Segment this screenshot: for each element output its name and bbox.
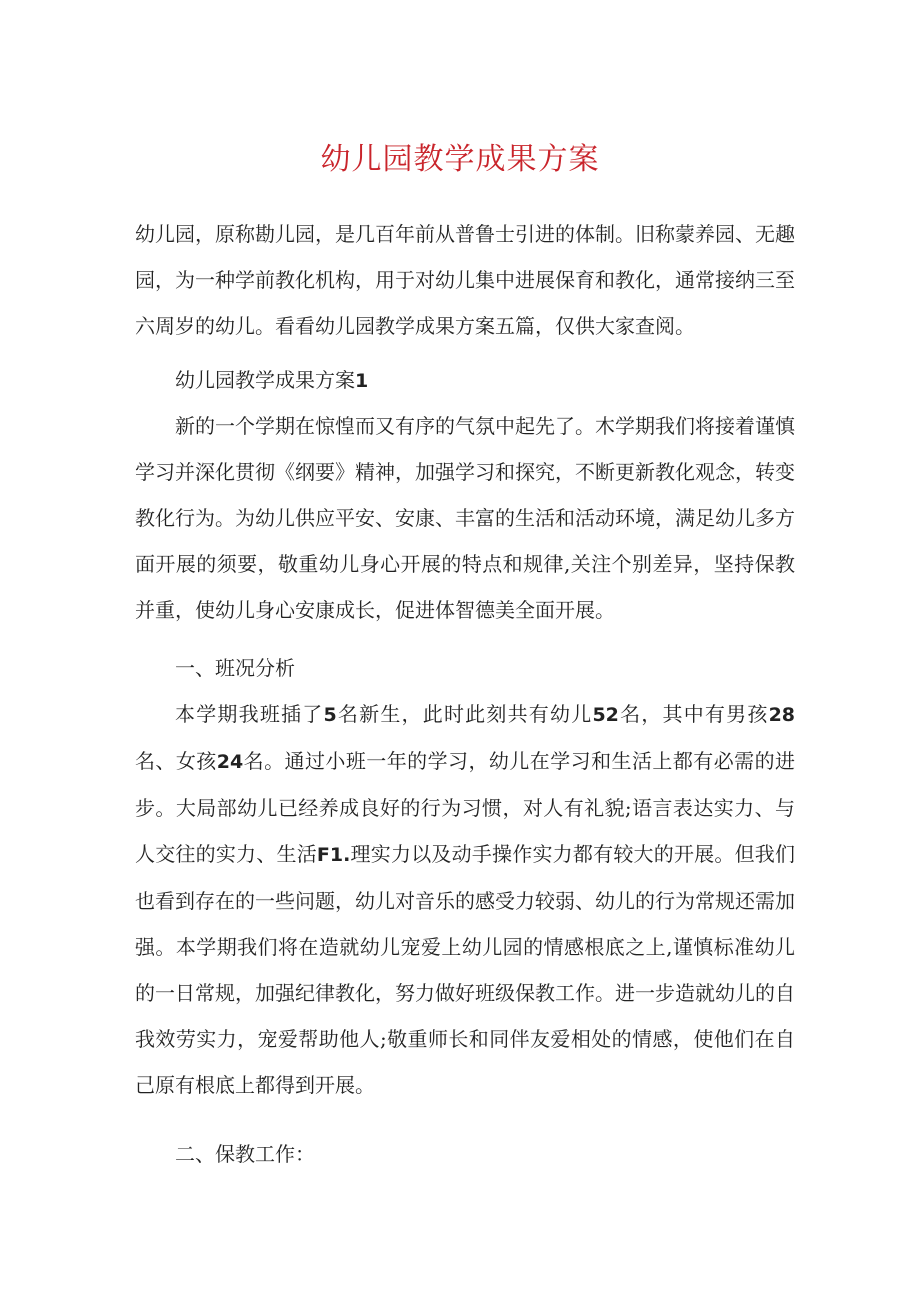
class-analysis-paragraph [135, 691, 795, 1108]
section-1-title-text: 幼儿园教学成果方案 [175, 368, 355, 392]
heading-class-analysis: 一、班况分析 [175, 656, 295, 680]
class-analysis-text-2: 名新生，此时此刻共有幼儿 [336, 702, 593, 726]
class-analysis-text-4: 名、女孩 [135, 749, 217, 773]
girls-count: 24 [216, 751, 244, 773]
inline-code-f1: F1. [316, 844, 351, 866]
section-1-paragraph: 新的一个学期在惊惶而又有序的气氛中起先了。木学期我们将接着谨慎学习并深化贯彻《纲要》精神，加强学习和探究，不断更新教化观念，转变教化行为。为幼儿供应平安、安康、丰富的生活和活动环境，满足幼儿多方面开展的须要，敬重幼儿身心开展的特点和规律,关注个别差异，坚持保教并重，使幼儿身心安康成长，促进体智德美全面开展。 [135, 414, 795, 622]
class-analysis-text-1: 本学期我班插了 [175, 702, 324, 726]
heading-care-education-work: 二、保教工作： [175, 1142, 315, 1166]
intro-paragraph: 幼儿园，原称勘儿园，是几百年前从普鲁士引进的体制。旧称蒙养园、无趣园，为一种学前教化机构，用于对幼儿集中进展保育和教化，通常接纳三至六周岁的幼儿。看看幼儿园教学成果方案五篇，仅供大家查阅。 [135, 222, 795, 338]
section-1-title [175, 357, 795, 404]
class-analysis-text-6: 理实力以及动手操作实力都有较大的开展。但我们也看到存在的一些问题，幼儿对音乐的感受力较弱、幼儿的行为常规还需加强。本学期我们将在造就幼儿宠爱上幼儿园的情感根底之上,谨慎标准幼儿的一日常规，加强纪律教化，努力做好班级保教工作。进一步造就幼儿的自我效劳实力，宠爱帮助他人;敬重师长和同伴友爱相处的情感，使他们在自己原有根底上都得到开展。 [135, 842, 796, 1097]
boys-count: 28 [768, 704, 796, 726]
total-children-count: 52 [592, 704, 619, 726]
new-students-count: 5 [323, 704, 337, 726]
document-title: 幼儿园教学成果方案 [320, 142, 600, 177]
class-analysis-text-5: 名。通过小班一年的学习，幼儿在学习和生活上都有必需的进步。大局部幼儿已经养成良好的行为习惯，对人有礼貌;语言表达实力、与人交往的实力、生活 [135, 749, 796, 866]
section-1-title-number: 1 [355, 370, 369, 392]
class-analysis-text-3: 名，其中有男孩 [618, 702, 769, 726]
